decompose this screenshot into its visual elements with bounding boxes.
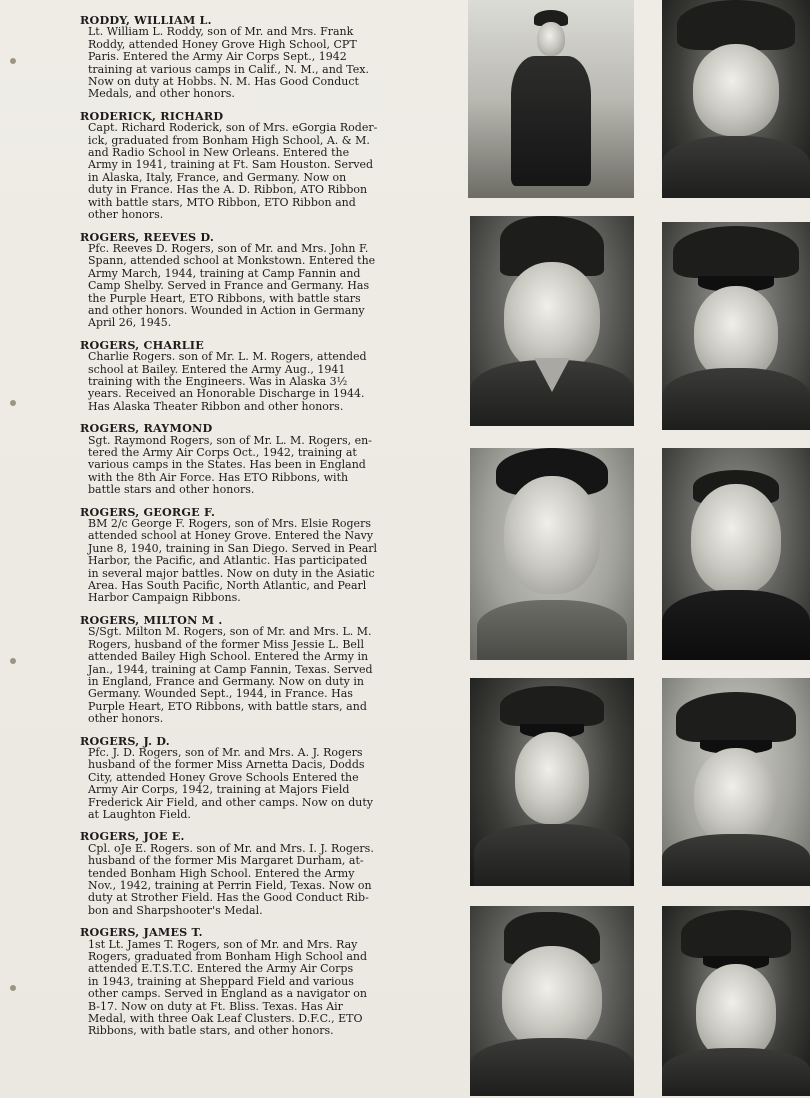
biography-column	[80, 14, 432, 1047]
entry-line: duty in France. Has the A. D. Ribbon, ATO Ribbon	[88, 184, 368, 197]
entry-line: Harbor Campaign Ribbons.	[88, 592, 241, 605]
entry-line: attended Bailey High School. Entered the Army in	[88, 651, 369, 664]
uniform-shoulders	[470, 1038, 634, 1096]
entry-line: husband of the former Mis Margaret Durham, at-	[88, 855, 364, 868]
entry-line: duty at Strother Field. Has the Good Conduct Rib-	[88, 892, 369, 905]
portrait-photo-milton	[470, 678, 634, 886]
portrait-photo-reeves	[470, 216, 634, 426]
entry-line: training at various camps in Calif., N. M., and Tex.	[88, 63, 370, 76]
portrait-photo-raymond	[470, 448, 634, 660]
uniform-shoulders	[474, 824, 630, 886]
sailor-uniform	[662, 590, 810, 660]
binder-hole	[10, 58, 16, 64]
face-icon	[502, 946, 602, 1050]
entry-line: City, attended Honey Grove Schools Entered the	[88, 771, 359, 784]
entry-line: Jan., 1944, training at Camp Fannin, Texas. Served	[88, 663, 373, 676]
entry-line: with battle stars, MTO Ribbon, ETO Ribbon and	[88, 196, 356, 209]
entry-line: Paris. Entered the Army Air Corps Sept., 1942	[88, 51, 347, 64]
entry-rogers-joe	[80, 830, 432, 917]
portrait-photo-jd	[662, 678, 810, 886]
uniform-shoulders	[477, 600, 627, 660]
entry-line: bon and Sharpshooter's Medal.	[88, 904, 263, 917]
entry-line: Nov., 1942, training at Perrin Field, Texas. Now on	[88, 880, 372, 892]
entry-line: Has Alaska Theater Ribbon and other honors.	[88, 400, 344, 413]
entry-line: school at Bailey. Entered the Army Aug., 1941	[88, 363, 346, 376]
entry-line: Capt. Richard Roderick, son of Mrs. eGorgia Roder-	[88, 122, 378, 135]
face-icon	[504, 476, 600, 594]
face-icon	[696, 964, 776, 1060]
cap-icon	[681, 910, 791, 958]
portrait-photo-roderick	[662, 0, 810, 198]
entry-rogers-raymond	[80, 422, 432, 496]
entry-line: and other honors. Wounded in Action in Germany	[88, 304, 365, 317]
entry-line: April 26, 1945.	[88, 317, 172, 330]
uniform-shoulders	[662, 834, 810, 886]
entry-line: Charlie Rogers. son of Mr. L. M. Rogers, attended	[88, 351, 367, 364]
uniform-shoulders	[662, 136, 810, 198]
entry-line: various camps in the States. Has been in England	[88, 459, 366, 472]
entry-line: in England, France and Germany. Now on duty in	[88, 675, 364, 688]
portrait-photo-james	[662, 906, 810, 1096]
entry-line: Rogers, graduated from Bonham High School and	[88, 951, 368, 964]
entry-line: Spann, attended school at Monkstown. Entered the	[88, 255, 376, 268]
face-icon	[515, 732, 589, 824]
entry-name: ROGERS, JOE E.	[80, 829, 185, 844]
entry-roddy-william	[80, 14, 432, 101]
entry-name: ROGERS, RAYMOND	[80, 421, 213, 436]
entry-line: Frederick Air Field, and other camps. Now on duty	[88, 796, 374, 809]
entry-name: ROGERS, JAMES T.	[80, 925, 203, 940]
cap-icon	[676, 692, 796, 742]
entry-line: at Laughton Field.	[88, 808, 191, 821]
entry-line: in 1943, training at Sheppard Field and various	[88, 975, 354, 988]
entry-line: husband of the former Miss Arnetta Dacis, Dodds	[88, 759, 365, 772]
entry-line: Pfc. Reeves D. Rogers, son of Mr. and Mrs. John F.	[88, 242, 369, 255]
shirt-collar	[534, 358, 570, 392]
portrait-grid	[466, 0, 810, 1098]
entry-line: Lt. William L. Roddy, son of Mr. and Mrs. Frank	[88, 26, 354, 39]
entry-line: the Purple Heart, ETO Ribbons, with battle stars	[88, 292, 361, 305]
face-icon	[694, 286, 778, 380]
entry-line: tended Bonham High School. Entered the Army	[88, 867, 355, 880]
binder-hole	[10, 400, 16, 406]
entry-line: Now on duty at Hobbs. N. M. Has Good Conduct	[88, 76, 359, 89]
entry-name: ROGERS, J. D.	[80, 733, 170, 748]
entry-rogers-jd	[80, 735, 432, 822]
binder-hole	[10, 985, 16, 991]
entry-line: Cpl. oJe E. Rogers. son of Mr. and Mrs. I. J. Rogers.	[88, 842, 374, 855]
entry-line: training with the Engineers. Was in Alaska 3½	[88, 375, 348, 388]
entry-line: Medals, and other honors.	[88, 88, 235, 101]
binder-hole	[10, 658, 16, 664]
entry-line: Ribbons, with batle stars, and other honors.	[88, 1025, 334, 1038]
portrait-photo-george	[662, 448, 810, 660]
entry-line: in Alaska, Italy, France, and Germany. Now on	[88, 171, 347, 184]
entry-line: Army Air Corps, 1942, training at Majors Field	[88, 784, 350, 797]
entry-rogers-charlie	[80, 339, 432, 413]
entry-name: RODDY, WILLIAM L.	[80, 13, 212, 27]
entry-rogers-reeves	[80, 231, 432, 330]
entry-line: BM 2/c George F. Rogers, son of Mrs. Elsie Rogers	[88, 518, 371, 531]
entry-line: battle stars and other honors.	[88, 484, 255, 497]
entry-name: ROGERS, REEVES D.	[80, 229, 215, 244]
entry-line: other honors.	[88, 713, 164, 726]
entry-line: Area. Has South Pacific, North Atlantic, and Pearl	[88, 580, 367, 593]
entry-line: Army in 1941, training at Ft. Sam Houston. Served	[88, 159, 374, 172]
entry-name: ROGERS, MILTON M .	[80, 612, 223, 627]
entry-line: Harbor, the Pacific, and Atlantic. Has participated	[88, 555, 368, 568]
entry-line: with the 8th Air Force. Has ETO Ribbons, with	[88, 471, 349, 484]
entry-line: attended school at Honey Grove. Entered the Navy	[88, 530, 374, 543]
entry-roderick-richard	[80, 110, 432, 222]
face-icon	[691, 484, 781, 594]
entry-line: Sgt. Raymond Rogers, son of Mr. L. M. Rogers, en-	[88, 434, 372, 447]
uniform-shoulders	[662, 368, 810, 430]
entry-rogers-george	[80, 506, 432, 605]
entry-line: years. Received an Honorable Discharge in 1944.	[88, 388, 365, 401]
entry-line: Army March, 1944, training at Camp Fannin and	[88, 267, 361, 280]
entry-rogers-milton	[80, 614, 432, 726]
face-icon	[537, 22, 565, 56]
uniform-figure	[511, 56, 591, 186]
entry-line: Roddy, attended Honey Grove High School, CPT	[88, 38, 357, 51]
entry-name: ROGERS, GEORGE F.	[80, 504, 216, 519]
face-icon	[694, 748, 778, 844]
entry-line: 1st Lt. James T. Rogers, son of Mr. and Mrs. Ray	[88, 938, 358, 951]
entry-line: tered the Army Air Corps Oct., 1942, training at	[88, 447, 357, 459]
entry-line: S/Sgt. Milton M. Rogers, son of Mr. and Mrs. L. M.	[88, 626, 372, 639]
entry-line: Purple Heart, ETO Ribbons, with battle stars, and	[88, 700, 367, 713]
entry-line: Rogers, husband of the former Miss Jessie L. Bell	[88, 638, 364, 651]
entry-line: Germany. Wounded Sept., 1944, in France. Has	[88, 688, 353, 701]
entry-name: RODERICK, RICHARD	[80, 108, 224, 123]
cap-icon	[500, 686, 604, 726]
entry-line: other camps. Served in England as a navigator on	[88, 988, 367, 1001]
portrait-photo-charlie	[662, 222, 810, 430]
entry-line: Pfc. J. D. Rogers, son of Mr. and Mrs. A. J. Rogers	[88, 746, 363, 759]
entry-line: Medal, with three Oak Leaf Clusters. D.F.C., ETO	[88, 1013, 363, 1026]
entry-line: attended E.T.S.T.C. Entered the Army Air Corps	[88, 963, 354, 976]
entry-name: ROGERS, CHARLIE	[80, 337, 204, 352]
cap-icon	[677, 0, 795, 50]
entry-line: ick, graduated from Bonham High School, A. & M.	[88, 134, 370, 147]
portrait-photo-joe	[470, 906, 634, 1096]
portrait-photo-roddy	[468, 0, 634, 198]
entry-line: Camp Shelby. Served in France and Germany. Has	[88, 280, 370, 293]
uniform-shoulders	[662, 1048, 810, 1096]
face-icon	[504, 262, 600, 372]
entry-line: B-17. Now on duty at Ft. Bliss. Texas. Has Air	[88, 1000, 343, 1013]
entry-line: other honors.	[88, 209, 164, 222]
entry-line: and Radio School in New Orleans. Entered the	[88, 147, 350, 160]
entry-line: in several major battles. Now on duty in the Asiatic	[88, 567, 375, 580]
entry-line: June 8, 1940, training in San Diego. Served in Pearl	[88, 542, 378, 555]
cap-icon	[673, 226, 799, 278]
face-icon	[693, 44, 779, 136]
entry-rogers-james	[80, 926, 432, 1038]
